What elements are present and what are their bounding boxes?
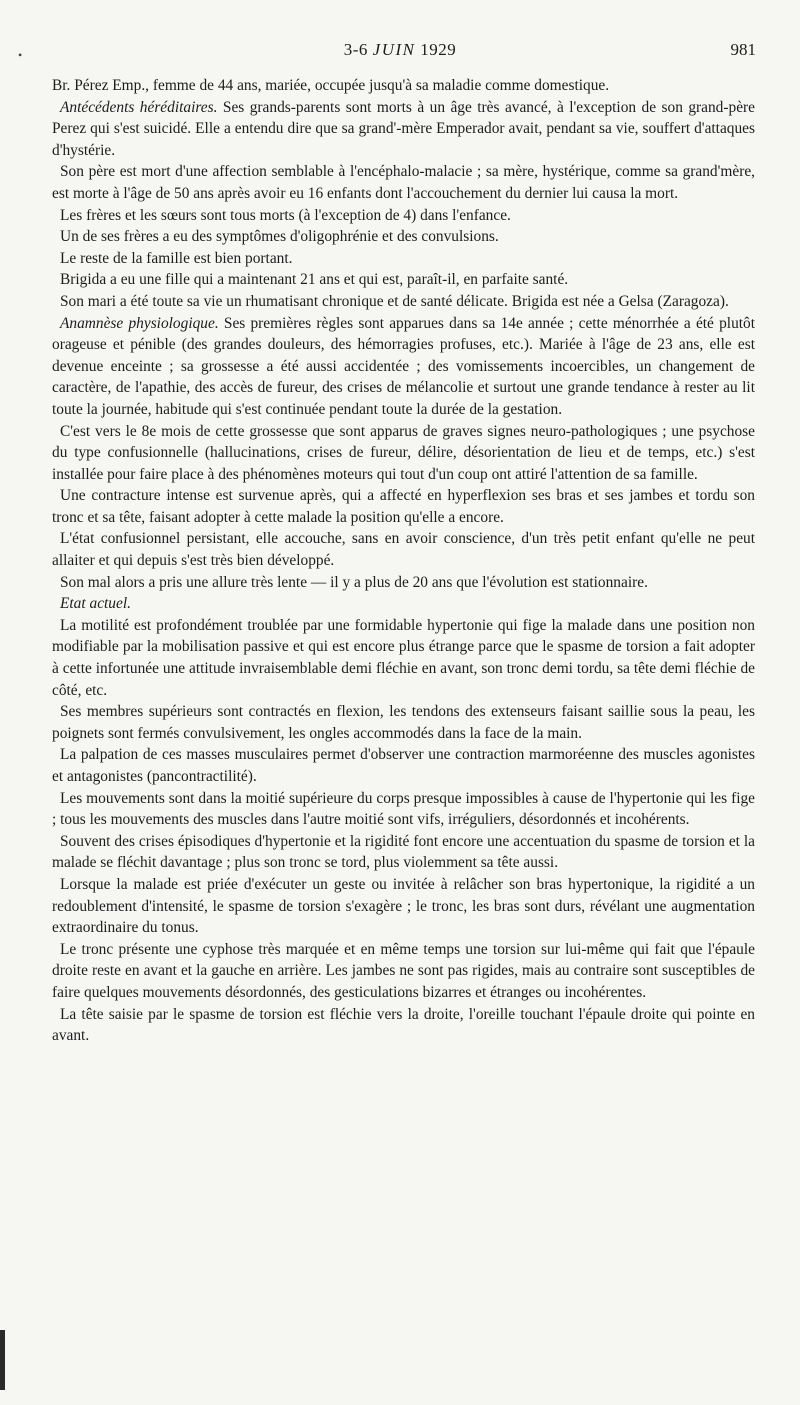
paragraph-13 [52, 572, 755, 594]
section-lead: Antécédents héréditaires. [60, 98, 218, 116]
paragraph-text: Le reste de la famille est bien portant. [60, 249, 293, 267]
section-heading: Etat actuel. [60, 595, 131, 613]
paragraph-19 [52, 831, 755, 874]
paragraph-text: Brigida a eu une fille qui a maintenant 21 ans et qui est, paraît-il, en parfaite santé. [60, 271, 569, 289]
paragraph-6 [52, 248, 755, 270]
paragraph-15 [52, 615, 755, 701]
paragraph-11 [52, 485, 755, 528]
paragraph-8 [52, 291, 755, 313]
page-number: 981 [730, 40, 756, 59]
paragraph-text: La palpation de ces masses musculaires permet d'observer une contraction marmoréenne des muscles agonistes et antagonistes (pancontractilité). [52, 746, 755, 785]
paragraph-text: Les frères et les sœurs sont tous morts (à l'exception de 4) dans l'enfance. [60, 206, 511, 224]
paragraph-text: Un de ses frères a eu des symptômes d'oligophrénie et des convulsions. [60, 228, 499, 246]
paragraph-text: Une contracture intense est survenue après, qui a affecté en hyperflexion ses bras et ses jambes et tordu son tronc et sa tête, faisant adopter à cette malade la position qu'elle a encore. [52, 487, 755, 526]
paragraph-21 [52, 939, 755, 1004]
paragraph-7 [52, 269, 755, 291]
paragraph-2 [52, 97, 755, 162]
article-body [52, 75, 755, 1047]
header-date [0, 40, 800, 60]
paragraph-12 [52, 528, 755, 571]
paragraph-text: Ses premières règles sont apparues dans sa 14e année ; cette ménorrhée a été plutôt orageuse et pénible (des grandes douleurs, des hémorragies profuses, etc.). Mariée à l'âge de 23 ans, elle est devenue enceinte ; sa grossesse a été aussi accidentée ; des vomissements incoercibles, un changement de caractère, de l'apathie, des accès de fureur, des crises de mélancolie et surtout une grande tendance à rester au lit toute la journée, habitude qui s'est continuée pendant toute la durée de la gestation. [52, 314, 756, 418]
paragraph-text: La tête saisie par le spasme de torsion est fléchie vers la droite, l'oreille touchant l'épaule droite qui pointe en avant. [52, 1005, 755, 1045]
section-heading-etat-actuel [52, 593, 755, 615]
paragraph-text: Br. Pérez Emp., femme de 44 ans, mariée, occupée jusqu'à sa maladie comme domestique. [52, 77, 610, 94]
paragraph-text: Ses membres supérieurs sont contractés en flexion, les tendons des extenseurs faisant saillie sous la peau, les poignets sont fermés convulsivement, les ongles accommodés dans la face de la main. [52, 703, 755, 742]
paragraph-20 [52, 874, 755, 939]
paragraph-10 [52, 421, 755, 486]
paragraph-9 [52, 313, 755, 421]
paragraph-text: Ses grands-parents sont morts à un âge très avancé, à l'exception de son grand-père Perez qui s'est suicidé. Elle a entendu dire que sa grand'-mère Emperador avait, pendant sa vie, souffert d'attaques d'hystérie. [52, 98, 755, 159]
header-date-prefix: 3-6 [343, 40, 373, 59]
paragraph-17 [52, 744, 755, 787]
paragraph-3 [52, 161, 755, 204]
section-lead: Anamnèse physiologique. [60, 314, 219, 332]
paragraph-1 [52, 75, 755, 97]
paragraph-5 [52, 226, 755, 248]
paragraph-text: Son mal alors a pris une allure très lente — il y a plus de 20 ans que l'évolution est stationnaire. [60, 573, 648, 591]
header-date-year: 1929 [415, 40, 457, 59]
paragraph-text: Le tronc présente une cyphose très marquée et en même temps une torsion sur lui-même qui fait que l'épaule droite reste en avant et la gauche en arrière. Les jambes ne sont pas rigides, mais au contraire sont susceptibles de faire quelques mouvements désordonnés, des gesticulations bizarres et étranges ou incohérentes. [52, 940, 755, 1001]
paragraph-22 [52, 1004, 755, 1047]
paragraph-text: Lorsque la malade est priée d'exécuter un geste ou invitée à relâcher son bras hypertonique, la rigidité a un redoublement d'intensité, le spasme de torsion s'exagère ; le tronc, les bras sont durs, révélant une augmentation extraordinaire du tonus. [52, 875, 755, 937]
paragraph-text: L'état confusionnel persistant, elle accouche, sans en avoir conscience, d'un très petit enfant qu'elle ne peut allaiter et qui depuis s'est très bien développé. [52, 530, 755, 570]
paragraph-text: Les mouvements sont dans la moitié supérieure du corps presque impossibles à cause de l'hypertonie qui les fige ; tous les mouvements des muscles dans l'autre moitié sont vifs, irréguliers, désordonnés et incohérents. [52, 789, 755, 829]
margin-mark: • [18, 48, 23, 62]
paragraph-text: C'est vers le 8e mois de cette grossesse que sont apparus de graves signes neuro-pathologiques ; une psychose du type confusionnelle (hallucinations, crises de fureur, délire, désorientation de lieu et de temps, etc.) s'est installée pour faire place à des phénomènes moteurs qui tout d'un coup ont attiré l'attention de sa famille. [52, 422, 755, 483]
header-date-month: JUIN [372, 40, 416, 59]
paragraph-text: La motilité est profondément troublée par une formidable hypertonie qui fige la malade dans une position non modifiable par la mobilisation passive et qui est encore plus étrange parce que le spasme de torsion a fait adopter à cette infortunée une attitude invraisemblable demi fléchie en avant, son tronc demi tordu, sa tête demi fléchie de côté, etc. [52, 616, 755, 699]
paragraph-text: Son père est mort d'une affection semblable à l'encéphalo-malacie ; sa mère, hystérique, comme sa grand'mère, est morte à l'âge de 50 ans après avoir eu 16 enfants dont l'accouchement du dernier lui causa la mort. [52, 163, 755, 202]
paragraph-18 [52, 788, 755, 831]
page-edge-shadow [0, 1330, 5, 1390]
paragraph-text: Souvent des crises épisodiques d'hypertonie et la rigidité font encore une accentuation du spasme de torsion et la malade se fléchit davantage ; plus son tronc se tord, plus violemment sa tête aussi. [52, 832, 755, 872]
paragraph-16 [52, 701, 755, 744]
paragraph-4 [52, 205, 755, 227]
paragraph-text: Son mari a été toute sa vie un rhumatisant chronique et de santé délicate. Brigida est née a Gelsa (Zaragoza). [60, 292, 729, 310]
running-header [0, 40, 800, 64]
